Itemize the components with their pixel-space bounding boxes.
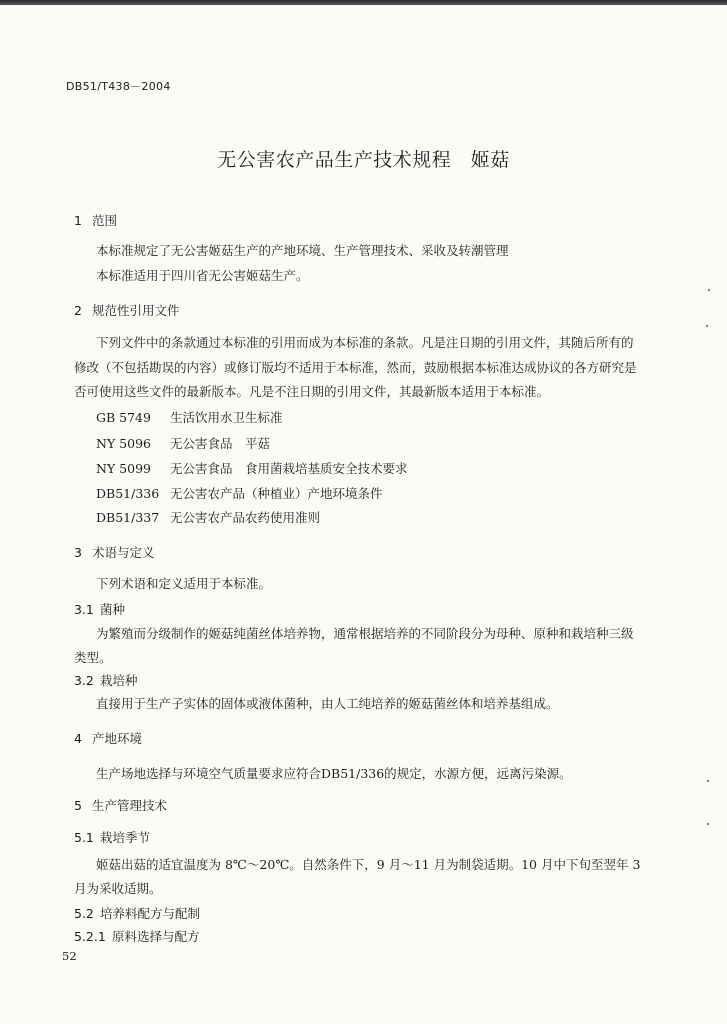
subsection-5-1-heading: 5.1 栽培季节	[74, 830, 151, 845]
section-2-line-1: 下列文件中的条款通过本标准的引用而成为本标准的条款。凡是注日期的引用文件，其随后所有的	[96, 335, 634, 350]
reference-name: 无公害农产品农药使用准则	[170, 510, 321, 525]
reference-row	[96, 508, 320, 526]
section-3-heading: 3 术语与定义	[74, 545, 155, 560]
document-title: 无公害农产品生产技术规程 姬菇	[217, 149, 510, 171]
document-id: DB51/T438－2004	[66, 80, 171, 93]
subsection-3-1-line-1: 为繁殖而分级制作的姬菇纯菌丝体培养物，通常根据培养的不同阶段分为母种、原种和栽培种三级	[96, 626, 634, 641]
scan-speck	[707, 780, 709, 782]
reference-name: 无公害食品 平菇	[170, 436, 271, 451]
scan-speck	[707, 823, 709, 825]
reference-code: NY 5096	[96, 436, 151, 451]
section-1-heading: 1 范围	[74, 213, 118, 228]
reference-name: 生活饮用水卫生标准	[170, 410, 283, 425]
reference-row	[96, 408, 283, 426]
reference-code: DB51/337	[96, 510, 160, 525]
page-number: 52	[62, 949, 77, 963]
subsection-5-2-heading: 5.2 培养料配方与配制	[74, 906, 201, 921]
section-3-intro: 下列术语和定义适用于本标准。	[96, 576, 272, 591]
reference-code: DB51/336	[96, 486, 160, 501]
reference-code: NY 5099	[96, 461, 151, 476]
reference-code: GB 5749	[96, 410, 151, 425]
section-4-paragraph: 生产场地选择与环境空气质量要求应符合DB51/336的规定，水源方便，远离污染源。	[96, 766, 572, 781]
subsection-3-2-heading: 3.2 栽培种	[74, 673, 138, 688]
section-4-heading: 4 产地环境	[74, 731, 143, 746]
reference-row	[96, 459, 408, 477]
section-2-heading: 2 规范性引用文件	[74, 303, 180, 318]
subsection-5-1-line-1: 姬菇出菇的适宜温度为 8℃～20℃。自然条件下，9 月～11 月为制袋适期。10 月中下旬至翌年 3	[96, 857, 641, 872]
subsection-3-1-line-2: 类型。	[74, 650, 112, 665]
section-5-heading: 5 生产管理技术	[74, 798, 168, 813]
section-1-paragraph-2: 本标准适用于四川省无公害姬菇生产。	[96, 268, 309, 283]
subsection-5-2-1-heading: 5.2.1 原料选择与配方	[74, 929, 200, 944]
subsection-3-2-line-1: 直接用于生产子实体的固体或液体菌种，由人工纯培养的姬菇菌丝体和培养基组成。	[96, 696, 559, 711]
reference-row	[96, 484, 383, 502]
subsection-5-1-line-2: 月为采收适期。	[74, 881, 162, 896]
scan-speck	[708, 289, 710, 291]
section-2-line-2: 修改（不包括勘误的内容）或修订版均不适用于本标准，然而，鼓励根据本标准达成协议的各方研究是	[74, 360, 637, 375]
reference-name: 无公害食品 食用菌栽培基质安全技术要求	[170, 461, 408, 476]
reference-name: 无公害农产品（种植业）产地环境条件	[170, 486, 383, 501]
section-1-paragraph-1: 本标准规定了无公害姬菇生产的产地环境、生产管理技术、采收及转潮管理	[96, 243, 509, 258]
section-2-line-3: 否可使用这些文件的最新版本。凡是不注日期的引用文件，其最新版本适用于本标准。	[74, 384, 550, 399]
scan-speck	[706, 325, 708, 327]
page-top-border	[0, 0, 727, 5]
reference-row	[96, 434, 270, 452]
subsection-3-1-heading: 3.1 菌种	[74, 602, 126, 617]
